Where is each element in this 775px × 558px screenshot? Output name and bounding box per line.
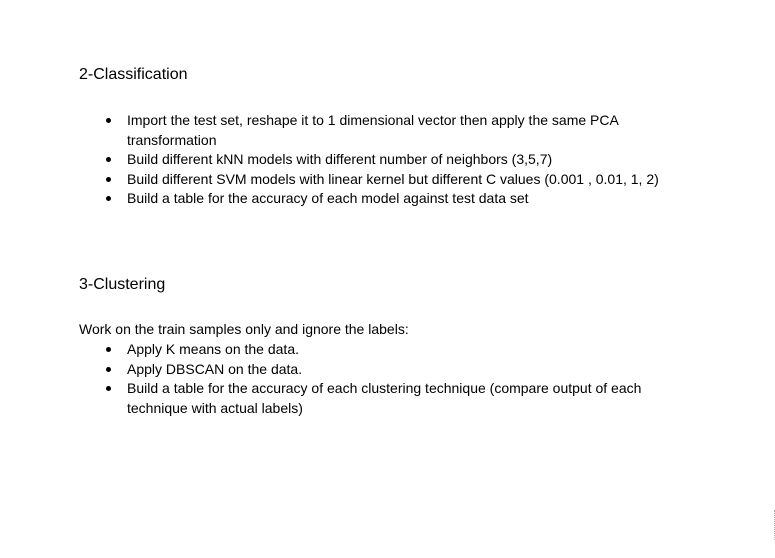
list-item: Build a table for the accuracy of each model against test data set: [79, 189, 679, 209]
list-item: Build different SVM models with linear kernel but different C values (0.001 , 0.01, 1, 2): [79, 170, 679, 190]
list-item: Apply DBSCAN on the data.: [79, 360, 689, 380]
list-item: Build different kNN models with different number of neighbors (3,5,7): [79, 150, 679, 170]
clustering-intro: Work on the train samples only and ignore the labels:: [79, 321, 409, 337]
list-item: Apply K means on the data.: [79, 340, 689, 360]
classification-list: [79, 111, 679, 209]
list-item: Build a table for the accuracy of each clustering technique (compare output of each technique with actual labels): [79, 379, 689, 418]
clustering-list: [79, 340, 689, 418]
clustering-heading: 3-Clustering: [79, 276, 166, 293]
list-item: Import the test set, reshape it to 1 dimensional vector then apply the same PCA transformation: [79, 111, 679, 150]
classification-heading: 2-Classification: [79, 66, 188, 83]
